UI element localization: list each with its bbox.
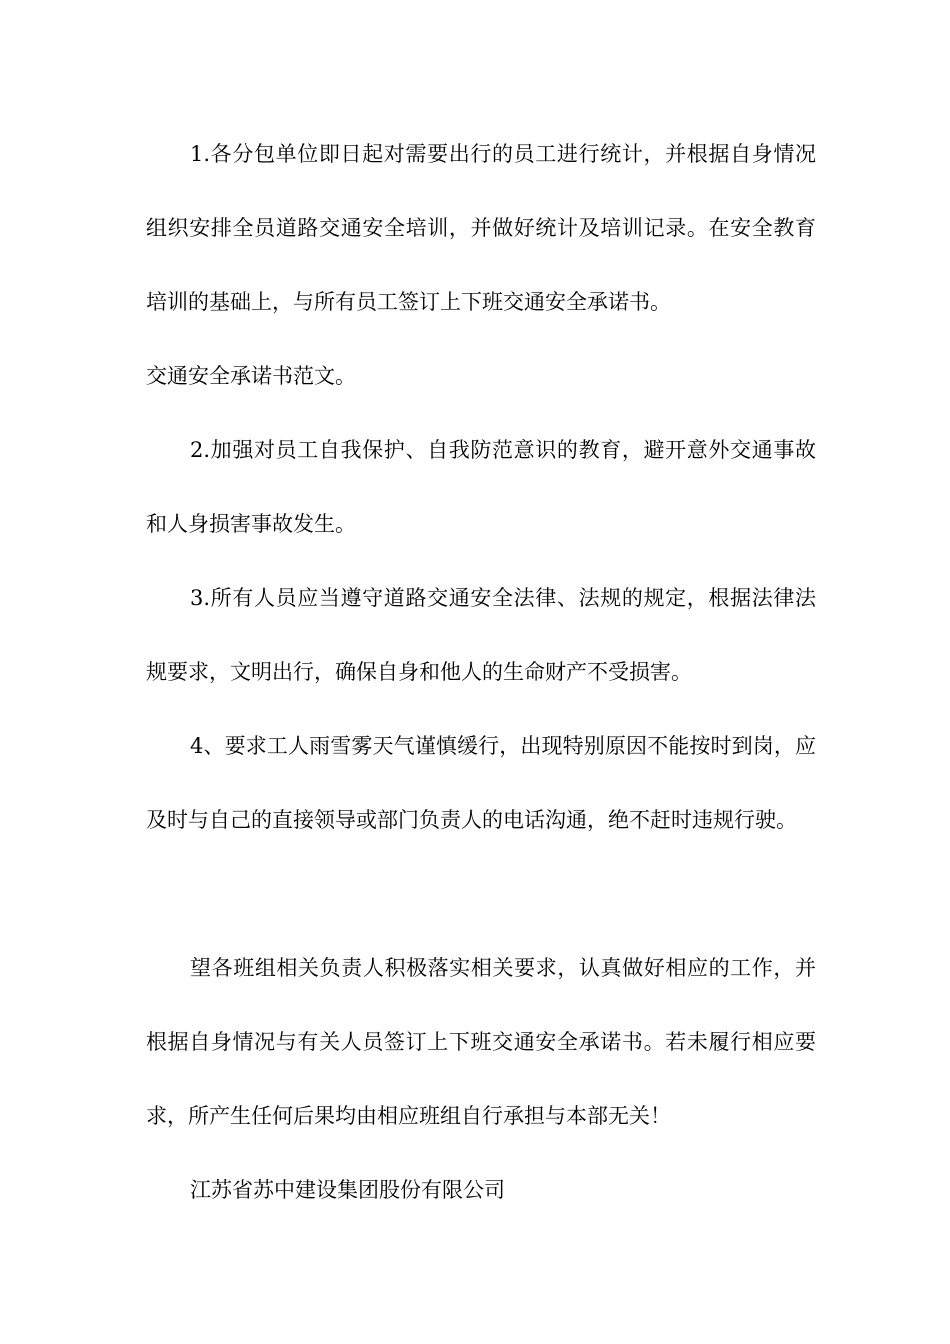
paragraph-item-1: 1.各分包单位即日起对需要出行的员工进行统计，并根据自身情况组织安排全员道路交通安全培训，并做好统计及培训记录。在安全教育培训的基础上，与所有员工签订上下班交通安全承诺书。 bbox=[146, 142, 816, 314]
paragraph-item-5: 4、要求工人雨雪雾天气谨慎缓行，出现特别原因不能按时到岗，应及时与自己的直接领导或部门负责人的电话沟通，绝不赶时违规行驶。 bbox=[146, 734, 816, 832]
paragraph-item-3: 2.加强对员工自我保护、自我防范意识的教育，避开意外交通事故和人身损害事故发生。 bbox=[146, 438, 816, 536]
paragraph-item-6: 望各班组相关负责人积极落实相关要求，认真做好相应的工作，并根据自身情况与有关人员签订上下班交通安全承诺书。若未履行相应要求，所产生任何后果均由相应班组自行承担与本部无关！ bbox=[146, 956, 816, 1128]
paragraph-item-2: 交通安全承诺书范文。 bbox=[146, 364, 356, 388]
company-signature: 江苏省苏中建设集团股份有限公司 bbox=[190, 1178, 505, 1202]
paragraph-item-4: 3.所有人员应当遵守道路交通安全法律、法规的规定，根据法律法规要求，文明出行，确保自身和他人的生命财产不受损害。 bbox=[146, 586, 816, 684]
